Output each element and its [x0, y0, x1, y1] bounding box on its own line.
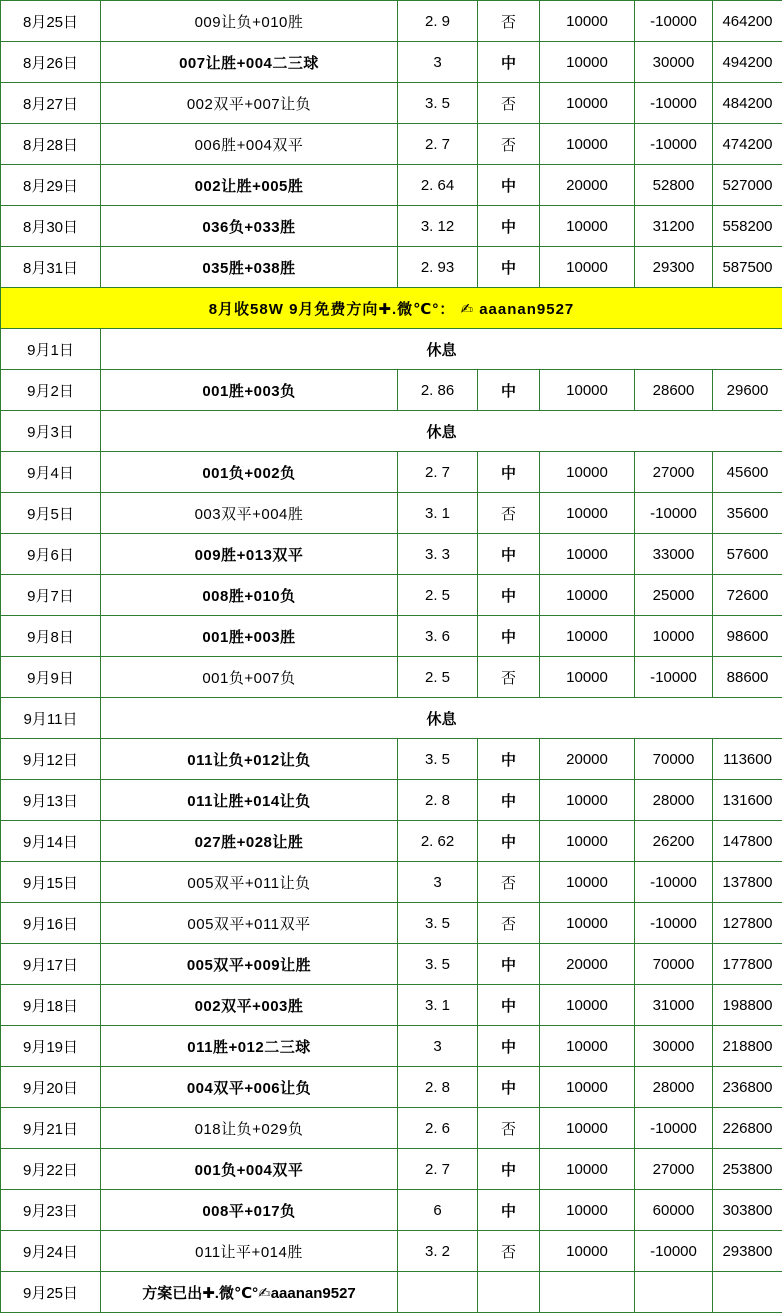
row-running-total: 88600 [713, 657, 782, 698]
row-hit-flag: 否 [478, 1108, 540, 1149]
table-row [1, 370, 782, 411]
table-row [1, 698, 782, 739]
row-odds: 3 [398, 1026, 478, 1067]
row-pick: 011让平+014胜 [101, 1231, 398, 1272]
row-date: 9月23日 [1, 1190, 101, 1231]
row-running-total: 29600 [713, 370, 782, 411]
row-profit: 26200 [635, 821, 713, 862]
row-hit-flag: 中 [478, 247, 540, 288]
row-profit: -10000 [635, 83, 713, 124]
row-odds: 2. 5 [398, 657, 478, 698]
row-odds: 2. 64 [398, 165, 478, 206]
table-row [1, 165, 782, 206]
row-hit-flag: 否 [478, 83, 540, 124]
row-hit-flag: 中 [478, 1026, 540, 1067]
row-running-total: 474200 [713, 124, 782, 165]
row-hit-flag: 中 [478, 985, 540, 1026]
row-odds: 3. 1 [398, 493, 478, 534]
table-row [1, 1272, 782, 1313]
row-profit: -10000 [635, 903, 713, 944]
rest-label: 休息 [101, 698, 782, 739]
table-row [1, 1, 782, 42]
row-running-total: 494200 [713, 42, 782, 83]
row-date: 9月2日 [1, 370, 101, 411]
row-odds: 2. 7 [398, 1149, 478, 1190]
table-row [1, 575, 782, 616]
row-running-total: 198800 [713, 985, 782, 1026]
row-pick: 027胜+028让胜 [101, 821, 398, 862]
row-date: 9月6日 [1, 534, 101, 575]
row-profit: -10000 [635, 493, 713, 534]
row-hit-flag: 中 [478, 1149, 540, 1190]
table-row [1, 329, 782, 370]
table-row [1, 821, 782, 862]
row-hit-flag: 中 [478, 821, 540, 862]
table-row [1, 288, 782, 329]
row-running-total: 72600 [713, 575, 782, 616]
row-stake: 10000 [540, 821, 635, 862]
row-profit: -10000 [635, 124, 713, 165]
table-row [1, 493, 782, 534]
rest-label: 休息 [101, 329, 782, 370]
row-pick: 006胜+004双平 [101, 124, 398, 165]
table-row [1, 452, 782, 493]
row-pick: 001胜+003胜 [101, 616, 398, 657]
row-odds: 3. 5 [398, 903, 478, 944]
row-odds: 2. 93 [398, 247, 478, 288]
row-date: 9月24日 [1, 1231, 101, 1272]
row-profit: 27000 [635, 452, 713, 493]
row-pick: 011让负+012让负 [101, 739, 398, 780]
row-date: 9月22日 [1, 1149, 101, 1190]
row-odds: 2. 8 [398, 780, 478, 821]
row-profit: 70000 [635, 739, 713, 780]
row-running-total: 131600 [713, 780, 782, 821]
row-date: 9月17日 [1, 944, 101, 985]
row-pick: 004双平+006让负 [101, 1067, 398, 1108]
row-pick: 035胜+038胜 [101, 247, 398, 288]
row-running-total: 558200 [713, 206, 782, 247]
row-pick: 036负+033胜 [101, 206, 398, 247]
empty-cell-stake [540, 1272, 635, 1313]
empty-cell-hit [478, 1272, 540, 1313]
row-running-total: 253800 [713, 1149, 782, 1190]
row-pick: 001负+004双平 [101, 1149, 398, 1190]
row-odds: 6 [398, 1190, 478, 1231]
row-odds: 2. 6 [398, 1108, 478, 1149]
row-profit: 30000 [635, 1026, 713, 1067]
row-hit-flag: 中 [478, 42, 540, 83]
row-date: 9月13日 [1, 780, 101, 821]
row-date: 9月8日 [1, 616, 101, 657]
row-stake: 10000 [540, 124, 635, 165]
row-profit: 27000 [635, 1149, 713, 1190]
row-profit: -10000 [635, 657, 713, 698]
row-profit: 33000 [635, 534, 713, 575]
table-row [1, 903, 782, 944]
row-pick: 011让胜+014让负 [101, 780, 398, 821]
row-stake: 20000 [540, 739, 635, 780]
row-stake: 10000 [540, 206, 635, 247]
row-stake: 10000 [540, 83, 635, 124]
row-pick: 009胜+013双平 [101, 534, 398, 575]
row-date: 9月20日 [1, 1067, 101, 1108]
row-stake: 10000 [540, 985, 635, 1026]
row-date: 9月1日 [1, 329, 101, 370]
row-date: 8月27日 [1, 83, 101, 124]
row-stake: 10000 [540, 1190, 635, 1231]
table-row [1, 1108, 782, 1149]
table-row [1, 411, 782, 452]
table-row [1, 83, 782, 124]
empty-cell-total [713, 1272, 782, 1313]
row-profit: 60000 [635, 1190, 713, 1231]
row-stake: 10000 [540, 42, 635, 83]
row-running-total: 147800 [713, 821, 782, 862]
row-pick: 003双平+004胜 [101, 493, 398, 534]
row-pick: 001胜+003负 [101, 370, 398, 411]
row-date: 9月11日 [1, 698, 101, 739]
table-body [1, 1, 782, 1313]
row-hit-flag: 否 [478, 124, 540, 165]
row-running-total: 35600 [713, 493, 782, 534]
row-odds: 3. 5 [398, 944, 478, 985]
row-hit-flag: 否 [478, 862, 540, 903]
row-odds: 3. 1 [398, 985, 478, 1026]
table-row [1, 1067, 782, 1108]
row-hit-flag: 中 [478, 1190, 540, 1231]
row-pick: 002让胜+005胜 [101, 165, 398, 206]
row-stake: 10000 [540, 1231, 635, 1272]
row-hit-flag: 中 [478, 739, 540, 780]
row-running-total: 113600 [713, 739, 782, 780]
row-pick: 008平+017负 [101, 1190, 398, 1231]
table-row [1, 862, 782, 903]
row-hit-flag: 中 [478, 1067, 540, 1108]
row-running-total: 464200 [713, 1, 782, 42]
row-odds: 3. 3 [398, 534, 478, 575]
row-profit: 70000 [635, 944, 713, 985]
table-row [1, 206, 782, 247]
row-date: 9月25日 [1, 1272, 101, 1313]
row-stake: 10000 [540, 1108, 635, 1149]
row-pick: 005双平+011让负 [101, 862, 398, 903]
table-row [1, 1190, 782, 1231]
row-hit-flag: 中 [478, 206, 540, 247]
row-running-total: 484200 [713, 83, 782, 124]
row-odds: 3 [398, 862, 478, 903]
row-profit: 30000 [635, 42, 713, 83]
table-row [1, 739, 782, 780]
row-date: 9月15日 [1, 862, 101, 903]
row-odds: 2. 62 [398, 821, 478, 862]
contact-note: 方案已出✚.微℃°✍aaanan9527 [101, 1272, 398, 1313]
row-pick: 018让负+029负 [101, 1108, 398, 1149]
row-profit: 28000 [635, 1067, 713, 1108]
row-pick: 011胜+012二三球 [101, 1026, 398, 1067]
row-date: 8月26日 [1, 42, 101, 83]
row-odds: 3. 2 [398, 1231, 478, 1272]
row-odds: 2. 7 [398, 124, 478, 165]
row-pick: 007让胜+004二三球 [101, 42, 398, 83]
row-odds: 2. 9 [398, 1, 478, 42]
row-hit-flag: 中 [478, 780, 540, 821]
row-stake: 10000 [540, 575, 635, 616]
row-running-total: 137800 [713, 862, 782, 903]
row-running-total: 236800 [713, 1067, 782, 1108]
row-profit: 28000 [635, 780, 713, 821]
table-row [1, 1026, 782, 1067]
row-pick: 008胜+010负 [101, 575, 398, 616]
row-running-total: 45600 [713, 452, 782, 493]
row-date: 9月7日 [1, 575, 101, 616]
empty-cell-odds [398, 1272, 478, 1313]
row-odds: 2. 5 [398, 575, 478, 616]
table-row [1, 1231, 782, 1272]
row-pick: 001负+002负 [101, 452, 398, 493]
row-date: 9月9日 [1, 657, 101, 698]
row-running-total: 57600 [713, 534, 782, 575]
row-profit: 25000 [635, 575, 713, 616]
row-profit: -10000 [635, 1, 713, 42]
row-pick: 002双平+007让负 [101, 83, 398, 124]
row-profit: 10000 [635, 616, 713, 657]
row-odds: 3. 6 [398, 616, 478, 657]
row-profit: -10000 [635, 1231, 713, 1272]
row-stake: 10000 [540, 657, 635, 698]
row-stake: 10000 [540, 452, 635, 493]
row-date: 8月28日 [1, 124, 101, 165]
row-odds: 3. 5 [398, 83, 478, 124]
row-pick: 002双平+003胜 [101, 985, 398, 1026]
row-date: 9月3日 [1, 411, 101, 452]
row-profit: 28600 [635, 370, 713, 411]
row-running-total: 527000 [713, 165, 782, 206]
row-running-total: 218800 [713, 1026, 782, 1067]
row-running-total: 587500 [713, 247, 782, 288]
row-hit-flag: 中 [478, 370, 540, 411]
row-hit-flag: 中 [478, 944, 540, 985]
row-hit-flag: 否 [478, 1231, 540, 1272]
row-hit-flag: 否 [478, 903, 540, 944]
row-stake: 10000 [540, 247, 635, 288]
row-running-total: 177800 [713, 944, 782, 985]
row-stake: 10000 [540, 534, 635, 575]
table-row [1, 42, 782, 83]
row-hit-flag: 否 [478, 657, 540, 698]
row-date: 8月25日 [1, 1, 101, 42]
row-stake: 10000 [540, 1067, 635, 1108]
row-odds: 2. 7 [398, 452, 478, 493]
row-hit-flag: 否 [478, 1, 540, 42]
row-pick: 005双平+009让胜 [101, 944, 398, 985]
row-hit-flag: 中 [478, 534, 540, 575]
row-date: 9月21日 [1, 1108, 101, 1149]
row-odds: 3 [398, 42, 478, 83]
row-stake: 10000 [540, 616, 635, 657]
row-running-total: 226800 [713, 1108, 782, 1149]
row-profit: 52800 [635, 165, 713, 206]
row-date: 9月14日 [1, 821, 101, 862]
row-stake: 10000 [540, 370, 635, 411]
row-date: 9月16日 [1, 903, 101, 944]
row-date: 9月12日 [1, 739, 101, 780]
row-running-total: 303800 [713, 1190, 782, 1231]
row-pick: 005双平+011双平 [101, 903, 398, 944]
row-stake: 20000 [540, 165, 635, 206]
rest-label: 休息 [101, 411, 782, 452]
row-hit-flag: 中 [478, 616, 540, 657]
row-date: 9月18日 [1, 985, 101, 1026]
row-date: 8月29日 [1, 165, 101, 206]
table-row [1, 247, 782, 288]
row-date: 9月4日 [1, 452, 101, 493]
row-profit: 31200 [635, 206, 713, 247]
row-stake: 10000 [540, 493, 635, 534]
empty-cell-profit [635, 1272, 713, 1313]
row-running-total: 98600 [713, 616, 782, 657]
row-date: 9月5日 [1, 493, 101, 534]
table-row [1, 1149, 782, 1190]
row-odds: 2. 8 [398, 1067, 478, 1108]
row-stake: 10000 [540, 1, 635, 42]
table-row [1, 124, 782, 165]
row-stake: 20000 [540, 944, 635, 985]
row-stake: 10000 [540, 903, 635, 944]
row-pick: 009让负+010胜 [101, 1, 398, 42]
row-running-total: 127800 [713, 903, 782, 944]
row-hit-flag: 否 [478, 493, 540, 534]
row-hit-flag: 中 [478, 575, 540, 616]
table-row [1, 616, 782, 657]
row-stake: 10000 [540, 1149, 635, 1190]
row-stake: 10000 [540, 780, 635, 821]
table-row [1, 944, 782, 985]
row-date: 8月31日 [1, 247, 101, 288]
row-running-total: 293800 [713, 1231, 782, 1272]
row-stake: 10000 [540, 1026, 635, 1067]
row-stake: 10000 [540, 862, 635, 903]
row-odds: 3. 12 [398, 206, 478, 247]
table-row [1, 657, 782, 698]
row-pick: 001负+007负 [101, 657, 398, 698]
table-row [1, 780, 782, 821]
table-row [1, 534, 782, 575]
row-date: 8月30日 [1, 206, 101, 247]
row-profit: 31000 [635, 985, 713, 1026]
row-profit: -10000 [635, 862, 713, 903]
promo-banner: 8月收58W 9月免费方向✚.微℃°： ✍ aaanan9527 [1, 288, 782, 329]
row-profit: -10000 [635, 1108, 713, 1149]
row-hit-flag: 中 [478, 165, 540, 206]
table-row [1, 985, 782, 1026]
row-date: 9月19日 [1, 1026, 101, 1067]
row-odds: 2. 86 [398, 370, 478, 411]
row-odds: 3. 5 [398, 739, 478, 780]
row-hit-flag: 中 [478, 452, 540, 493]
row-profit: 29300 [635, 247, 713, 288]
